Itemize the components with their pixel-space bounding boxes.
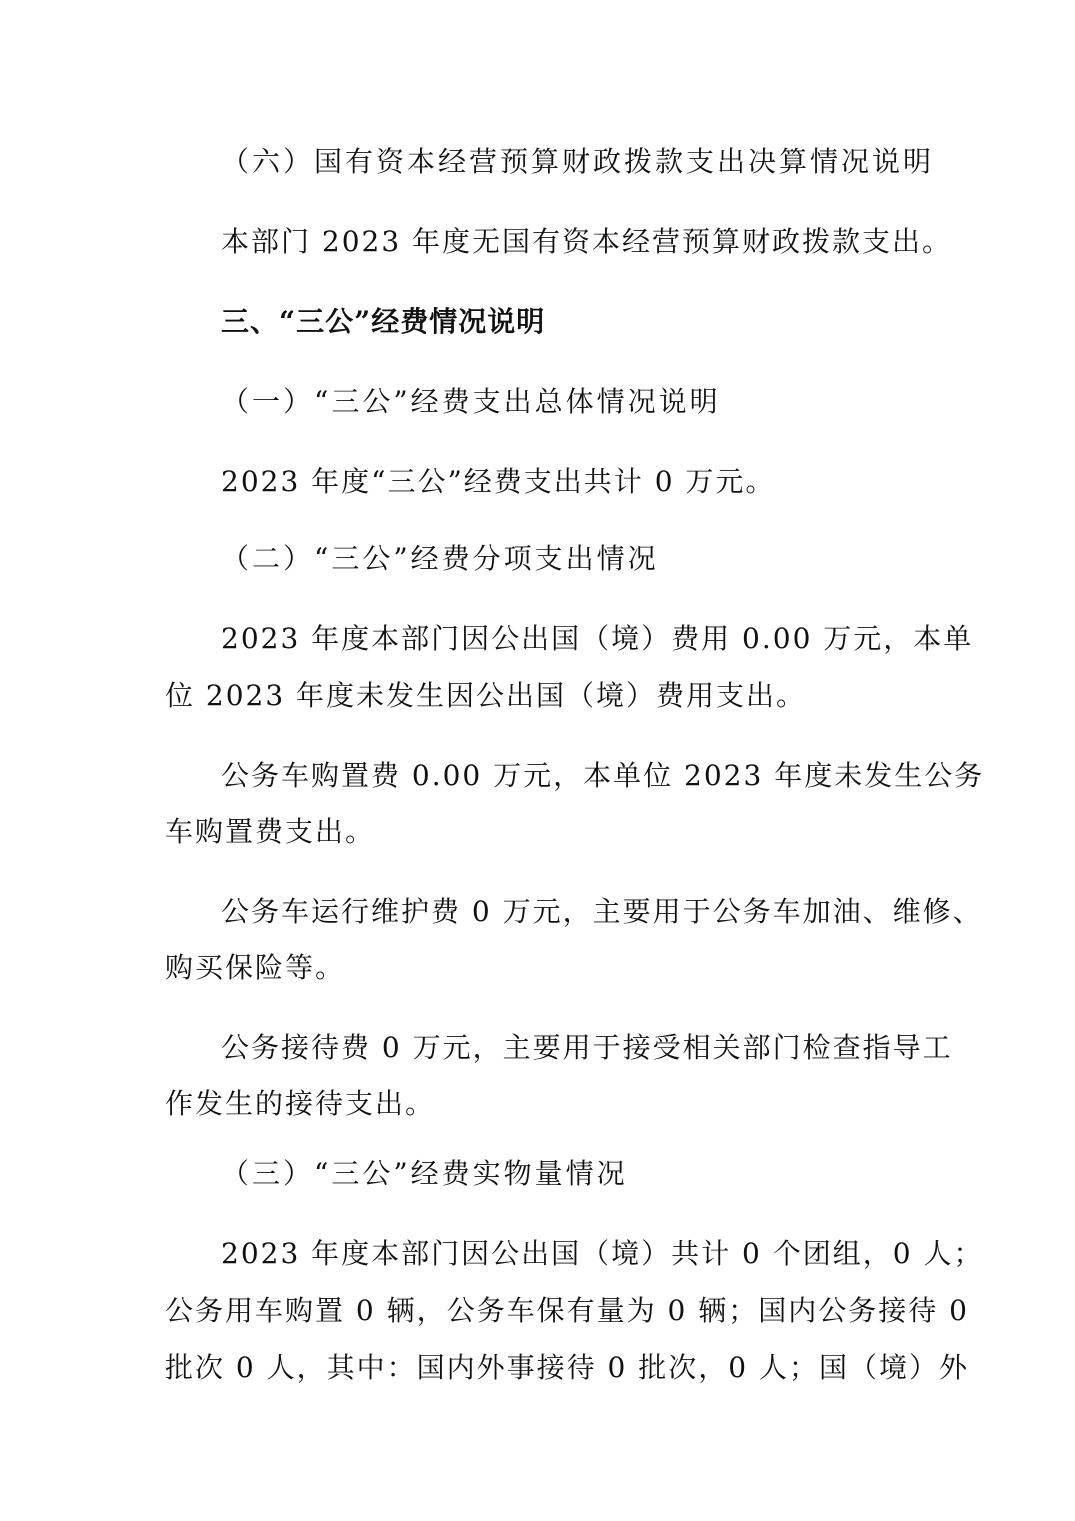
section-heading: 三、“三公”经费情况说明 [221, 305, 546, 338]
section-subheading: （二）“三公”经费分项支出情况 [221, 542, 659, 575]
paragraph-line: 公务车购置费 0.00 万元，本单位 2023 年度未发生公务 [221, 759, 985, 792]
paragraph-line: 公务车运行维护费 0 万元，主要用于公务车加油、维修、 [221, 895, 983, 928]
section-subheading: （六）国有资本经营预算财政拨款支出决算情况说明 [221, 145, 935, 178]
paragraph-line: 公务接待费 0 万元，主要用于接受相关部门检查指导工 [221, 1031, 953, 1064]
paragraph-line: 本部门 2023 年度无国有资本经营预算财政拨款支出。 [221, 225, 953, 258]
paragraph-line: 2023 年度“三公”经费支出共计 0 万元。 [221, 465, 776, 498]
paragraph-line: 车购置费支出。 [165, 815, 376, 848]
paragraph-line: 2023 年度本部门因公出国（境）共计 0 个团组，0 人； [221, 1237, 984, 1270]
paragraph-line: 作发生的接待支出。 [165, 1087, 436, 1120]
paragraph-line: 批次 0 人，其中：国内外事接待 0 批次，0 人；国（境）外 [165, 1351, 969, 1384]
section-subheading: （三）“三公”经费实物量情况 [221, 1157, 628, 1190]
paragraph-line: 购买保险等。 [165, 951, 346, 984]
paragraph-line: 2023 年度本部门因公出国（境）费用 0.00 万元，本单 [221, 622, 974, 655]
paragraph-line: 公务用车购置 0 辆，公务车保有量为 0 辆；国内公务接待 0 [165, 1294, 969, 1327]
section-subheading: （一）“三公”经费支出总体情况说明 [221, 385, 721, 418]
paragraph-line: 位 2023 年度未发生因公出国（境）费用支出。 [165, 679, 807, 712]
